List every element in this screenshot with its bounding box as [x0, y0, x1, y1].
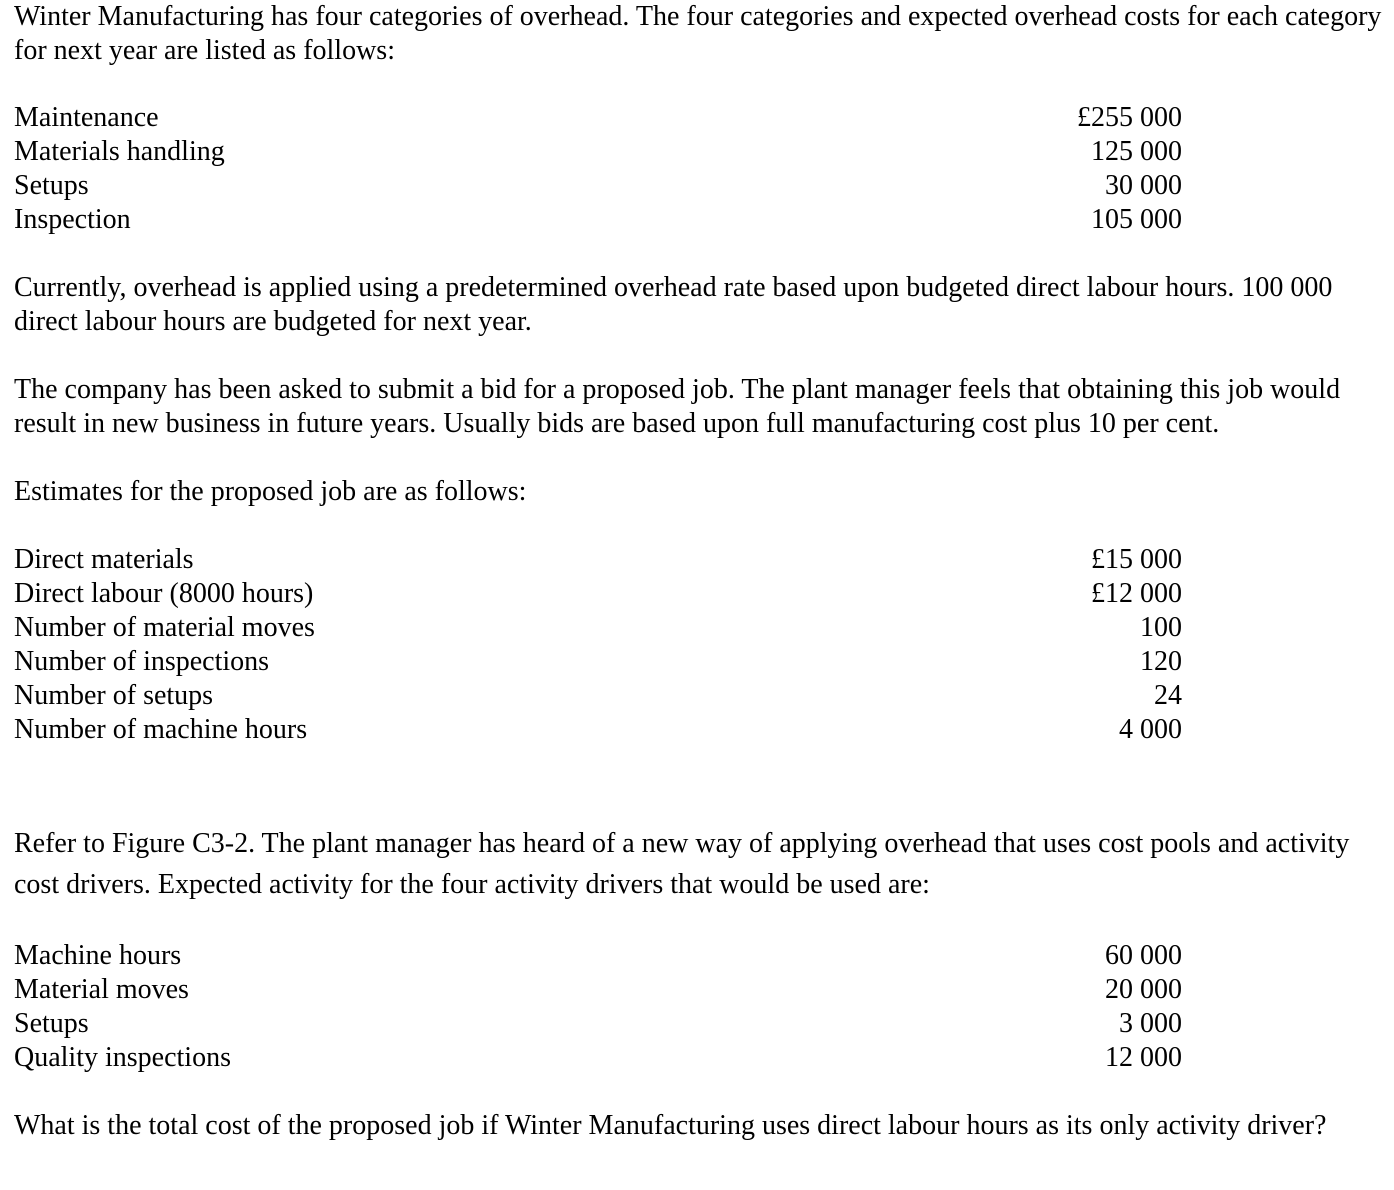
- table-row: [14, 1041, 1182, 1075]
- row-value: 3 000: [1119, 1008, 1182, 1039]
- activity-drivers-table: [14, 939, 1182, 1075]
- row-value: 125 000: [1091, 136, 1182, 167]
- job-estimates-table: [14, 543, 1182, 747]
- row-label: Direct labour (8000 hours): [14, 578, 314, 609]
- row-value: 60 000: [1105, 940, 1182, 971]
- table-row: [14, 101, 1182, 135]
- table-row: [14, 577, 1182, 611]
- row-value: 100: [1140, 612, 1182, 643]
- row-value: 20 000: [1105, 974, 1182, 1005]
- intro-paragraph: Winter Manufacturing has four categories of overhead. The four categories and expected overhead costs for each category for next year are listed as follows:: [14, 1, 1382, 66]
- table-row: [14, 169, 1182, 203]
- row-value: 4 000: [1119, 714, 1182, 745]
- table-row: [14, 543, 1182, 577]
- row-value: £15 000: [1091, 544, 1182, 575]
- table-row: [14, 679, 1182, 713]
- row-label: Direct materials: [14, 544, 194, 575]
- row-label: Setups: [14, 170, 89, 201]
- estimates-intro: Estimates for the proposed job are as follows:: [14, 476, 527, 507]
- row-label: Number of inspections: [14, 646, 270, 677]
- table-row: [14, 939, 1182, 973]
- row-label: Number of setups: [14, 680, 214, 711]
- table-row: [14, 645, 1182, 679]
- row-label: Setups: [14, 1008, 89, 1039]
- bid-context-paragraph: The company has been asked to submit a bid for a proposed job. The plant manager feels that obtaining this job would result in new business in future years. Usually bids are based upon full manufacturing cost plus 10 per cent.: [14, 374, 1341, 439]
- table-row: [14, 713, 1182, 747]
- row-value: 105 000: [1091, 204, 1182, 235]
- table-row: [14, 203, 1182, 237]
- row-label: Inspection: [14, 204, 131, 235]
- row-value: 30 000: [1105, 170, 1182, 201]
- abc-intro-paragraph: Refer to Figure C3-2. The plant manager has heard of a new way of applying overhead that uses cost pools and activity cost drivers. Expected activity for the four activity drivers that would be used are:: [14, 828, 1350, 900]
- table-row: [14, 973, 1182, 1007]
- overhead-categories-table: [14, 101, 1182, 237]
- row-value: 120: [1140, 646, 1182, 677]
- row-label: Quality inspections: [14, 1042, 231, 1073]
- current-method-paragraph: Currently, overhead is applied using a predetermined overhead rate based upon budgeted direct labour hours. 100 000 direct labour hours are budgeted for next year.: [14, 272, 1333, 337]
- question-paragraph: What is the total cost of the proposed job if Winter Manufacturing uses direct labour hours as its only activity driver?: [14, 1110, 1327, 1141]
- row-value: 24: [1154, 680, 1182, 711]
- row-label: Machine hours: [14, 940, 182, 971]
- row-value: 12 000: [1105, 1042, 1182, 1073]
- row-label: Material moves: [14, 974, 189, 1005]
- row-label: Materials handling: [14, 136, 225, 167]
- row-value: £255 000: [1077, 102, 1182, 133]
- row-label: Number of material moves: [14, 612, 315, 643]
- row-value: £12 000: [1091, 578, 1182, 609]
- table-row: [14, 135, 1182, 169]
- row-label: Number of machine hours: [14, 714, 308, 745]
- table-row: [14, 611, 1182, 645]
- row-label: Maintenance: [14, 102, 159, 133]
- table-row: [14, 1007, 1182, 1041]
